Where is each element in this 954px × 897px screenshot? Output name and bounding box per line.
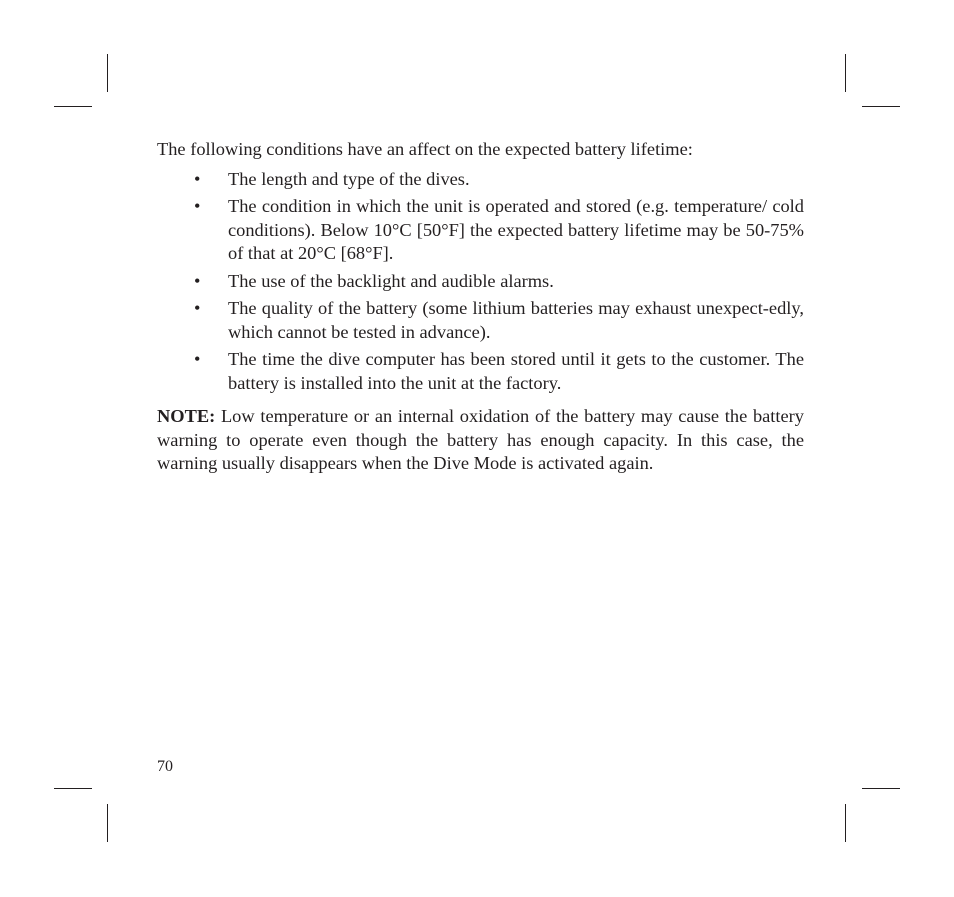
note-label: NOTE: [157, 406, 216, 426]
list-item-text: The quality of the battery (some lithium batteries may exhaust unexpect-edly, which cannot be tested in advance). [228, 298, 804, 342]
crop-mark-top-right-horizontal [862, 106, 900, 107]
crop-mark-bottom-left-vertical [107, 804, 108, 842]
list-item-text: The length and type of the dives. [228, 168, 470, 189]
bullet-icon: • [194, 168, 201, 189]
page-number: 70 [157, 758, 173, 775]
bullet-icon: • [194, 298, 201, 318]
bullet-icon: • [194, 270, 201, 291]
intro-paragraph: The following conditions have an affect on the expected battery lifetime: [157, 139, 693, 159]
battery-conditions-list [157, 168, 804, 396]
list-item-text: The condition in which the unit is operated and stored (e.g. temperature/ cold conditions). Below 10°C [50°F] the expected battery lifetime may be 50-75% of that at 20°C [68°F]. [228, 196, 804, 263]
bullet-icon: • [194, 196, 201, 216]
list-item [157, 168, 804, 192]
crop-mark-bottom-right-vertical [845, 804, 846, 842]
list-item [157, 195, 804, 266]
list-item [157, 297, 804, 344]
page-content [157, 138, 804, 476]
list-item [157, 348, 804, 395]
crop-mark-bottom-right-horizontal [862, 788, 900, 789]
list-item-text: The time the dive computer has been stored until it gets to the customer. The battery is installed into the unit at the factory. [228, 349, 804, 393]
note-text: Low temperature or an internal oxidation of the battery may cause the battery warning to operate even though the battery has enough capacity. In this case, the warning usually disappears when the Dive Mode is activated again. [157, 406, 804, 473]
crop-mark-top-left-vertical [107, 54, 108, 92]
bullet-icon: • [194, 349, 201, 369]
list-item-text: The use of the backlight and audible alarms. [228, 270, 554, 291]
list-item [157, 270, 804, 294]
note-paragraph [157, 405, 804, 476]
crop-mark-bottom-left-horizontal [54, 788, 92, 789]
crop-mark-top-left-horizontal [54, 106, 92, 107]
crop-mark-top-right-vertical [845, 54, 846, 92]
